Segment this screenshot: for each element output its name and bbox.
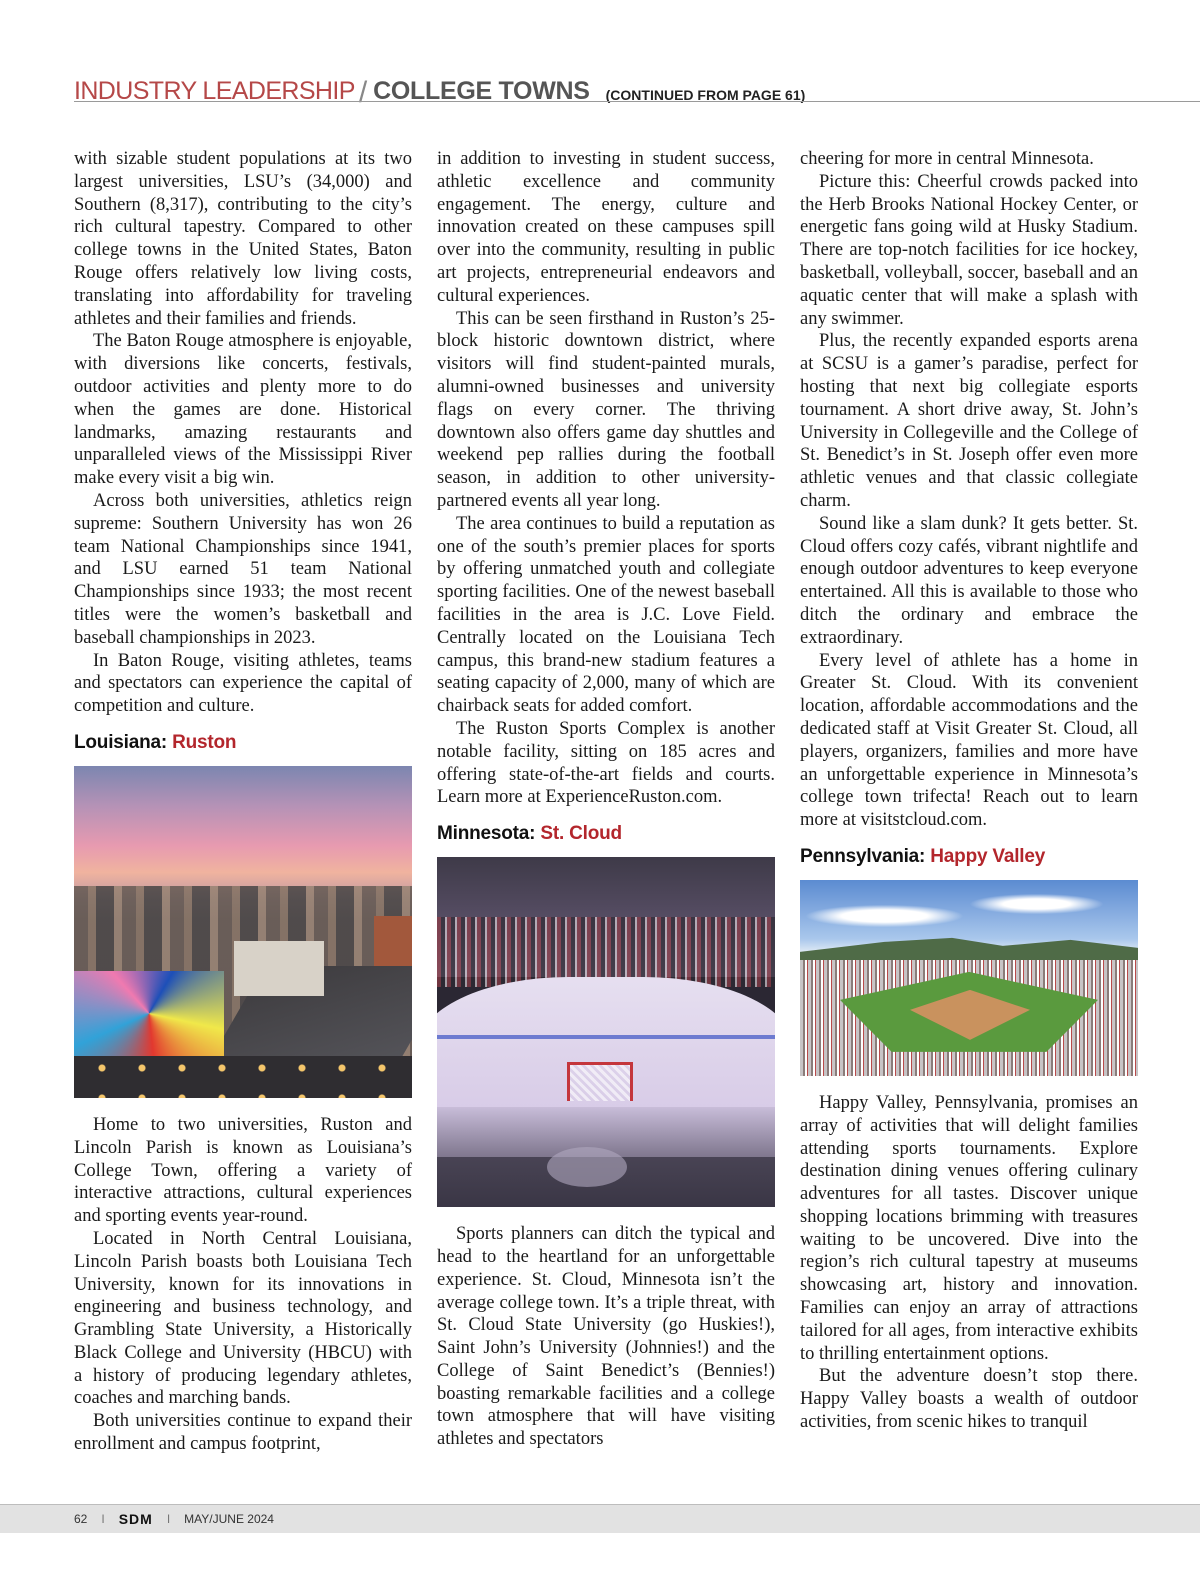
paragraph: But the adventure doesn’t stop there. Happy Valley boasts a wealth of outdoor activities, from scenic hikes to tranquil [800,1366,1138,1433]
state-label: Minnesota: [437,823,536,845]
paragraph: Home to two universities, Ruston and Lincoln Parish is known as Louisiana’s College Town, offering a variety of interactive attractions, cultural experiences and sporting events year-round. [74,1114,412,1227]
footer-separator: I [101,1512,105,1526]
section-heading-minnesota [437,823,775,845]
city-label: St. Cloud [540,823,622,845]
paragraph: Located in North Central Louisiana, Lincoln Parish boasts both Louisiana Tech University, known for its innovations in engineering and business technology, and Grambling State University, a Historically Black College and University (HBCU) with a history of producing legendary athletes, coaches and marching bands. [74,1228,412,1409]
state-label: Louisiana: [74,731,168,753]
ruston-aerial-photo [74,766,412,1098]
paragraph: in addition to investing in student success, athletic excellence and community engagement. The energy, culture and innovation created on these campuses spill over into the community, resulting in public art projects, entrepreneurial endeavors and cultural experiences. [437,149,775,306]
state-label: Pennsylvania: [800,845,926,867]
footer-separator: I [166,1512,171,1526]
paragraph: The Ruston Sports Complex is another notable facility, sitting on 185 acres and offering state-of-the-art fields and courts. Learn more at ExperienceRuston.com. [437,718,775,808]
page-title: COLLEGE TOWNS [373,77,590,105]
page-footer [0,1504,1200,1533]
header-rule [74,101,1200,102]
paragraph: cheering for more in central Minnesota. [800,149,1094,169]
continued-note: (CONTINUED FROM PAGE 61) [605,87,806,103]
paragraph: Happy Valley, Pennsylvania, promises an array of activities that will delight families attending sports tournaments. Explore destination dining venues offering culinary adventures for all tastes. Discover unique shopping locations brimming with treasures waiting to be uncovered. Dive into the region’s rich cultural tapestry at museums showcasing art, history and innovation. Families can enjoy an array of attractions tailored for all ages, from interactive exhibits to thrilling entertainment options. [800,1092,1138,1364]
section-heading-pennsylvania [800,846,1138,868]
paragraph: Across both universities, athletics reign supreme: Southern University has won 26 team National Championships since 1941, and LSU earned 51 team National Championships since 1933; the most recent titles were the women’s basketball and baseball championships in 2023. [74,490,412,648]
paragraph: Sound like a slam dunk? It gets better. St. Cloud offers cozy cafés, vibrant nightlife and enough outdoor adventures to keep everyone entertained. All this is available to those who ditch the ordinary and embrace the extraordinary. [800,513,1138,648]
column-2 [437,148,775,1451]
baseball-stadium-photo [800,880,1138,1076]
paragraph: Picture this: Cheerful crowds packed into the Herb Brooks National Hockey Center, or energetic fans going wild at Husky Stadium. There are top-notch facilities for ice hockey, basketball, volleyball, soccer, baseball and an aquatic center that will make a splash with any swimmer. [800,171,1138,329]
header-slash: / [358,76,368,109]
city-label: Happy Valley [930,845,1046,867]
section-heading-louisiana [74,732,412,754]
magazine-logo: SDM [118,1511,153,1527]
paragraph: Every level of athlete has a home in Greater St. Cloud. With its convenient location, affordable accommodations and the dedicated staff at Visit Greater St. Cloud, all players, organizers, families and more have an unforgettable experience in Minnesota’s college town trifecta! Reach out to learn more at visitstcloud.com. [800,650,1138,831]
column-1 [74,148,412,1456]
hockey-arena-photo [437,857,775,1207]
page-number: 62 [74,1512,88,1526]
issue-date: MAY/JUNE 2024 [184,1512,274,1526]
paragraph: The area continues to build a reputation as one of the south’s premier places for sports by offering unmatched youth and collegiate sporting facilities. One of the newest baseball facilities in the area is J.C. Love Field. Centrally located on the Louisiana Tech campus, this brand-new stadium features a seating capacity of 2,000, many of which are chairback seats for added comfort. [437,513,775,717]
column-3 [800,148,1138,1434]
paragraph: This can be seen firsthand in Ruston’s 25-block historic downtown district, where visitors will find student-painted murals, alumni-owned businesses and university flags on every corner. The thriving downtown also offers game day shuttles and weekend pep rallies during the football season, in addition to other university-partnered events all year long. [437,308,775,511]
section-label: INDUSTRY LEADERSHIP [74,77,355,105]
paragraph: with sizable student populations at its two largest universities, LSU’s (34,000) and Southern (8,317), contributing to the city’s rich cultural tapestry. Compared to other college towns in the United States, Baton Rouge offers relatively low living costs, translating into affordability for traveling athletes and their families and friends. [74,149,412,329]
paragraph: Plus, the recently expanded esports arena at SCSU is a gamer’s paradise, perfect for hosting that next big collegiate esports tournament. A short drive away, St. John’s University in Collegeville and the College of St. Benedict’s in St. Joseph offer even more athletic venues and that classic collegiate charm. [800,331,1138,511]
paragraph: In Baton Rouge, visiting athletes, teams and spectators can experience the capital of competition and culture. [74,650,412,717]
city-label: Ruston [172,731,237,753]
paragraph: The Baton Rouge atmosphere is enjoyable, with diversions like concerts, festivals, outdoor activities and plenty more to do when the games are done. Historical landmarks, amazing restaurants and unparalleled views of the Mississippi River make every visit a big win. [74,331,412,489]
paragraph: Sports planners can ditch the typical and head to the heartland for an unforgettable experience. St. Cloud, Minnesota isn’t the average college town. It’s a triple threat, with St. Cloud State University (go Huskies!), Saint John’s University (Johnnies!) and the College of Saint Benedict’s (Bennies!) boasting remarkable facilities and a college town atmosphere that will have visiting athletes and spectators [437,1224,775,1450]
paragraph: Both universities continue to expand their enrollment and campus footprint, [74,1411,412,1455]
